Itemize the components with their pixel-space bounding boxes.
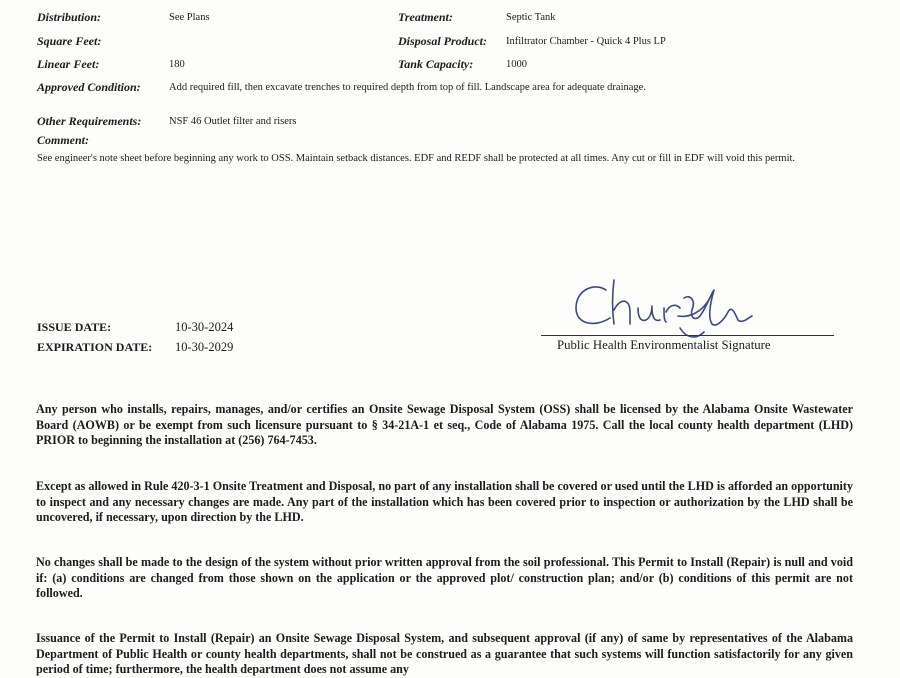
handwritten-signature bbox=[560, 268, 780, 348]
comment-label: Comment: bbox=[37, 133, 90, 147]
issue-date-label: ISSUE DATE: bbox=[37, 320, 112, 334]
tank-capacity-value: 1000 bbox=[506, 59, 527, 70]
square-feet-label: Square Feet: bbox=[37, 34, 102, 48]
tank-capacity-label: Tank Capacity: bbox=[398, 57, 474, 71]
distribution-label: Distribution: bbox=[37, 10, 102, 24]
licensing-paragraph: Any person who installs, repairs, manages, and/or certifies an Onsite Sewage Disposal System (OSS) shall be licensed by the Alabama Onsite Wastewater Board (AOWB) or be exempt from such licensure pursuant to § 34-21A-1 et seq., Code of Alabama 1975. Call the local county health department (LHD) PRIOR to beginning the installation at (256) 764-7453. bbox=[36, 402, 853, 448]
inspection-paragraph: Except as allowed in Rule 420-3-1 Onsite Treatment and Disposal, no part of any installation shall be covered or used until the LHD is afforded an opportunity to inspect and any necessary changes are made. Any part of the installation which has been covered prior to inspection or authorization by the LHD shall be uncovered, if necessary, upon direction by the LHD. bbox=[36, 479, 853, 525]
signature-caption: Public Health Environmentalist Signature bbox=[557, 338, 771, 352]
approved-condition-value: Add required fill, then excavate trenches to required depth from top of fill. Landscape area for adequate drainage. bbox=[169, 82, 646, 93]
signature-line bbox=[541, 335, 834, 336]
distribution-value: See Plans bbox=[169, 12, 210, 23]
treatment-label: Treatment: bbox=[398, 10, 453, 24]
issue-date-value: 10-30-2024 bbox=[175, 320, 234, 334]
disposal-product-value: Infiltrator Chamber - Quick 4 Plus LP bbox=[506, 36, 666, 47]
expiration-date-value: 10-30-2029 bbox=[175, 340, 234, 354]
disclaimer-paragraph: Issuance of the Permit to Install (Repair) an Onsite Sewage Disposal System, and subsequent approval (if any) of same by representatives of the Alabama Department of Public Health or county health departments, shall not be construed as a guarantee that such systems will function satisfactorily for any given period of time; furthermore, the health department does not assume any bbox=[36, 631, 853, 677]
expiration-date-label: EXPIRATION DATE: bbox=[37, 340, 153, 354]
linear-feet-value: 180 bbox=[169, 59, 185, 70]
linear-feet-label: Linear Feet: bbox=[37, 57, 100, 71]
comment-text: See engineer's note sheet before beginning any work to OSS. Maintain setback distances. EDF and REDF shall be protected at all times. Any cut or fill in EDF will void this permit. bbox=[37, 153, 796, 164]
other-requirements-value: NSF 46 Outlet filter and risers bbox=[169, 116, 297, 127]
approved-condition-label: Approved Condition: bbox=[37, 80, 141, 94]
disposal-product-label: Disposal Product: bbox=[398, 34, 488, 48]
other-requirements-label: Other Requirements: bbox=[37, 114, 142, 128]
design-change-paragraph: No changes shall be made to the design of the system without prior written approval from the soil professional. This Permit to Install (Repair) is null and void if: (a) conditions are changed from those shown on the application or the approved plot/ construction plan; and/or (b) conditions of this permit are not followed. bbox=[36, 555, 853, 601]
treatment-value: Septic Tank bbox=[506, 12, 556, 23]
